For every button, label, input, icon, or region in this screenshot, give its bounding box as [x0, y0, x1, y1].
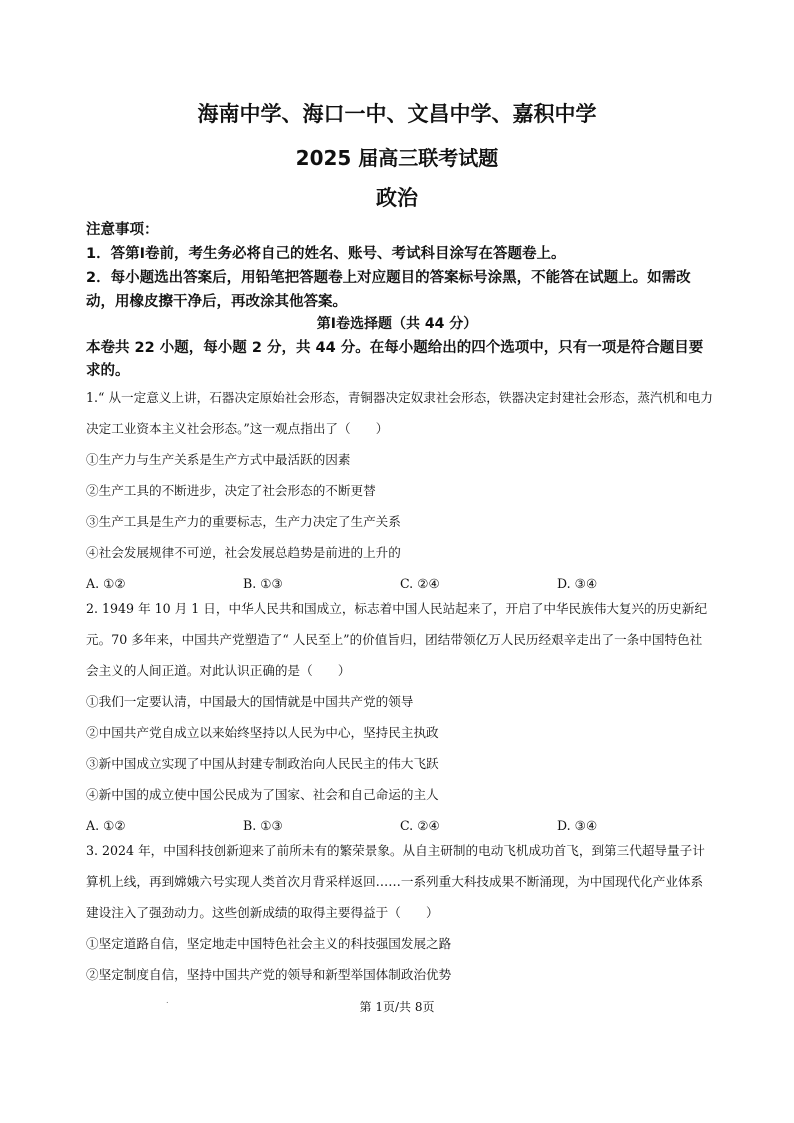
question-stem: 2. 1949 年 10 月 1 日，中华人民共和国成立，标志着中国人民站起来了，开启了中华民族伟大复兴的历史新纪元。70 多年来，中国共产党塑造了“ 人民至上”的价值旨归，团结带领亿万人民历经艰辛走出了一条中国特色社会主义的人间正道。对此认识正确的是（ ）	[86, 601, 708, 678]
choice-c: C. ②④	[400, 818, 440, 833]
statement-2: ②中国共产党自成立以来始终坚持以人民为中心，坚持民主执政	[86, 725, 439, 740]
statement-1: ①我们一定要认清，中国最大的国情就是中国共产党的领导	[86, 694, 414, 709]
choice-a: A. ①②	[86, 576, 126, 591]
notes-item-1: 1．答第Ⅰ卷前，考生务必将自己的姓名、账号、考试科目涂写在答题卷上。	[86, 246, 566, 262]
question-1	[86, 382, 714, 599]
section-title: 第Ⅰ卷选择题（共 44 分）	[316, 316, 478, 332]
question-3	[86, 835, 714, 990]
choice-d: D. ③④	[557, 576, 598, 591]
statement-3: ③生产工具是生产力的重要标志，生产力决定了生产关系	[86, 514, 401, 529]
question-2	[86, 593, 714, 841]
exam-title: 2025 届高三联考试题	[295, 146, 499, 170]
statement-4: ④新中国的成立使中国公民成为了国家、社会和自己命运的主人	[86, 787, 439, 802]
choice-a: A. ①②	[86, 818, 126, 833]
choice-c: C. ②④	[400, 576, 440, 591]
section-intro: 本卷共 22 小题，每小题 2 分，共 44 分。在每小题给出的四个选项中，只有一项是符合题目要求的。	[86, 340, 704, 379]
statement-1: ①生产力与生产关系是生产方式中最活跃的因素	[86, 452, 351, 467]
statement-2: ②生产工具的不断进步，决定了社会形态的不断更替	[86, 483, 376, 498]
statement-1: ①坚定道路自信，坚定地走中国特色社会主义的科技强国发展之路	[86, 936, 452, 951]
page-number: 第 1页/共 8页	[359, 1000, 435, 1014]
question-stem: 3. 2024 年，中国科技创新迎来了前所未有的繁荣景象。从自主研制的电动飞机成功首飞，到第三代超导量子计算机上线，再到嫦娥六号实现人类首次月背采样返回……一系列重大科技成果不断涌现，为中国现代化产业体系建设注入了强劲动力。这些创新成绩的取得主要得益于（ ）	[86, 843, 705, 920]
choice-b: B. ①③	[243, 818, 283, 833]
subject-title: 政治	[376, 186, 418, 210]
question-stem: 1.“ 从一定意义上讲，石器决定原始社会形态，青铜器决定奴隶社会形态，铁器决定封建社会形态，蒸汽机和电力决定工业资本主义社会形态。”这一观点指出了（ ）	[86, 390, 713, 436]
statement-2: ②坚定制度自信，坚持中国共产党的领导和新型举国体制政治优势	[86, 967, 452, 982]
choice-b: B. ①③	[243, 576, 283, 591]
exam-notes	[86, 218, 716, 314]
scan-mark: .	[166, 996, 169, 1005]
school-names-title: 海南中学、海口一中、文昌中学、嘉积中学	[197, 102, 597, 126]
notes-item-2: 2．每小题选出答案后，用铅笔把答题卷上对应题目的答案标号涂黑，不能答在试题上。如需改动，用橡皮擦干净后，再改涂其他答案。	[86, 270, 691, 310]
notes-heading: 注意事项：	[86, 222, 159, 238]
choice-d: D. ③④	[557, 818, 598, 833]
statement-4: ④社会发展规律不可逆，社会发展总趋势是前进的上升的	[86, 545, 401, 560]
statement-3: ③新中国成立实现了中国从封建专制政治向人民民主的伟大飞跃	[86, 756, 439, 771]
